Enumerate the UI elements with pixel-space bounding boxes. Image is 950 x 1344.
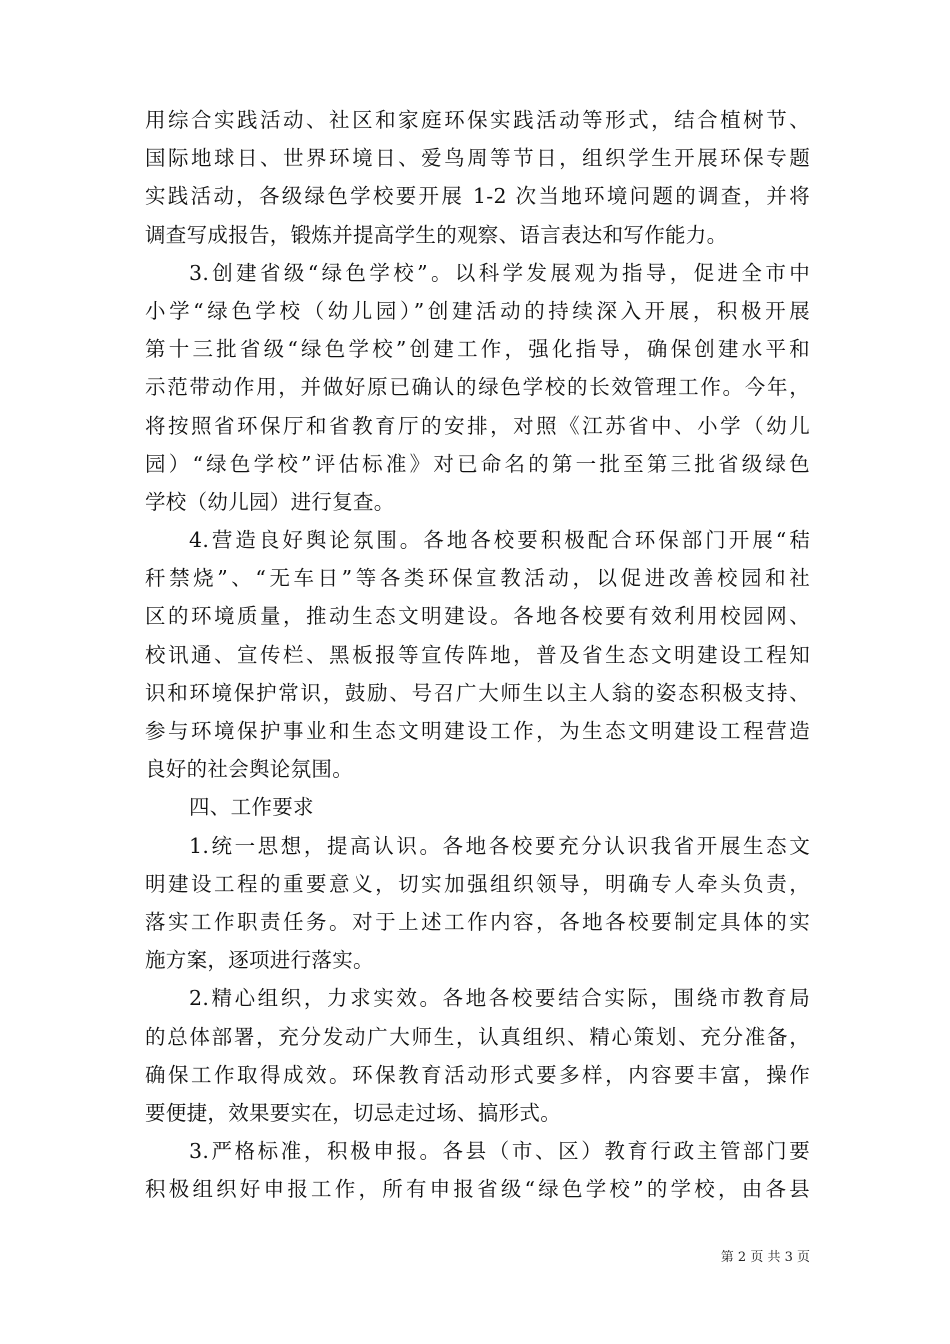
page-footer: 第 2 页 共 3 页 [720, 1250, 810, 1265]
text-line: 区的环境质量，推动生态文明建设。各地各校要有效利用校园网、 [145, 604, 810, 629]
text-line: 第十三批省级“绿色学校”创建工作，强化指导，确保创建水平和 [145, 337, 810, 362]
paragraph-start-line: 4.营造良好舆论氛围。各地各校要积极配合环保部门开展“秸 [189, 528, 810, 553]
text-line: 要便捷，效果要实在，切忌走过场、搞形式。 [145, 1100, 561, 1125]
body-text [145, 101, 810, 1208]
text-line: 施方案，逐项进行落实。 [145, 948, 374, 973]
paragraph-start-line: 2.精心组织，力求实效。各地各校要结合实际，围绕市教育局 [189, 986, 810, 1011]
text-line: 国际地球日、世界环境日、爱鸟周等节日，组织学生开展环保专题 [145, 146, 810, 171]
text-line: 用综合实践活动、社区和家庭环保实践活动等形式，结合植树节、 [145, 108, 810, 132]
text-line: 示范带动作用，并做好原已确认的绿色学校的长效管理工作。今年， [145, 375, 810, 400]
text-line: 参与环境保护事业和生态文明建设工作，为生态文明建设工程营造 [145, 719, 810, 743]
text-line: 的总体部署，充分发动广大师生，认真组织、精心策划、充分准备， [145, 1024, 810, 1049]
text-line: 调查写成报告，锻炼并提高学生的观察、语言表达和写作能力。 [145, 222, 728, 247]
section-heading: 四、工作要求 [189, 795, 314, 820]
text-line: 确保工作取得成效。环保教育活动形式要多样，内容要丰富，操作 [145, 1062, 810, 1087]
text-line: 实践活动，各级绿色学校要开展 1-2 次当地环境问题的调查，并将 [145, 184, 810, 209]
text-line: 将按照省环保厅和省教育厅的安排，对照《江苏省中、小学（幼儿 [145, 413, 810, 438]
text-line: 识和环境保护常识，鼓励、号召广大师生以主人翁的姿态积极支持、 [145, 680, 810, 705]
text-line: 校讯通、宣传栏、黑板报等宣传阵地，普及省生态文明建设工程知 [145, 642, 810, 667]
text-line: 积极组织好申报工作，所有申报省级“绿色学校”的学校，由各县 [145, 1177, 810, 1202]
paragraph-start-line: 3.严格标准，积极申报。各县（市、区）教育行政主管部门要 [189, 1139, 810, 1164]
text-line: 秆禁烧”、“无车日”等各类环保宣教活动，以促进改善校园和社 [145, 566, 810, 591]
text-line: 良好的社会舆论氛围。 [145, 757, 353, 782]
text-line: 小学“绿色学校（幼儿园）”创建活动的持续深入开展，积极开展 [145, 298, 810, 323]
paragraph-start-line: 1.统一思想，提高认识。各地各校要充分认识我省开展生态文 [189, 833, 810, 858]
paragraph-start-line: 3.创建省级“绿色学校”。以科学发展观为指导，促进全市中 [189, 260, 810, 285]
text-line: 明建设工程的重要意义，切实加强组织领导，明确专人牵头负责， [145, 871, 810, 896]
text-line: 园）“绿色学校”评估标准》对已命名的第一批至第三批省级绿色 [145, 451, 810, 476]
text-line: 落实工作职责任务。对于上述工作内容，各地各校要制定具体的实 [145, 909, 810, 934]
text-line: 学校（幼儿园）进行复查。 [145, 489, 395, 514]
